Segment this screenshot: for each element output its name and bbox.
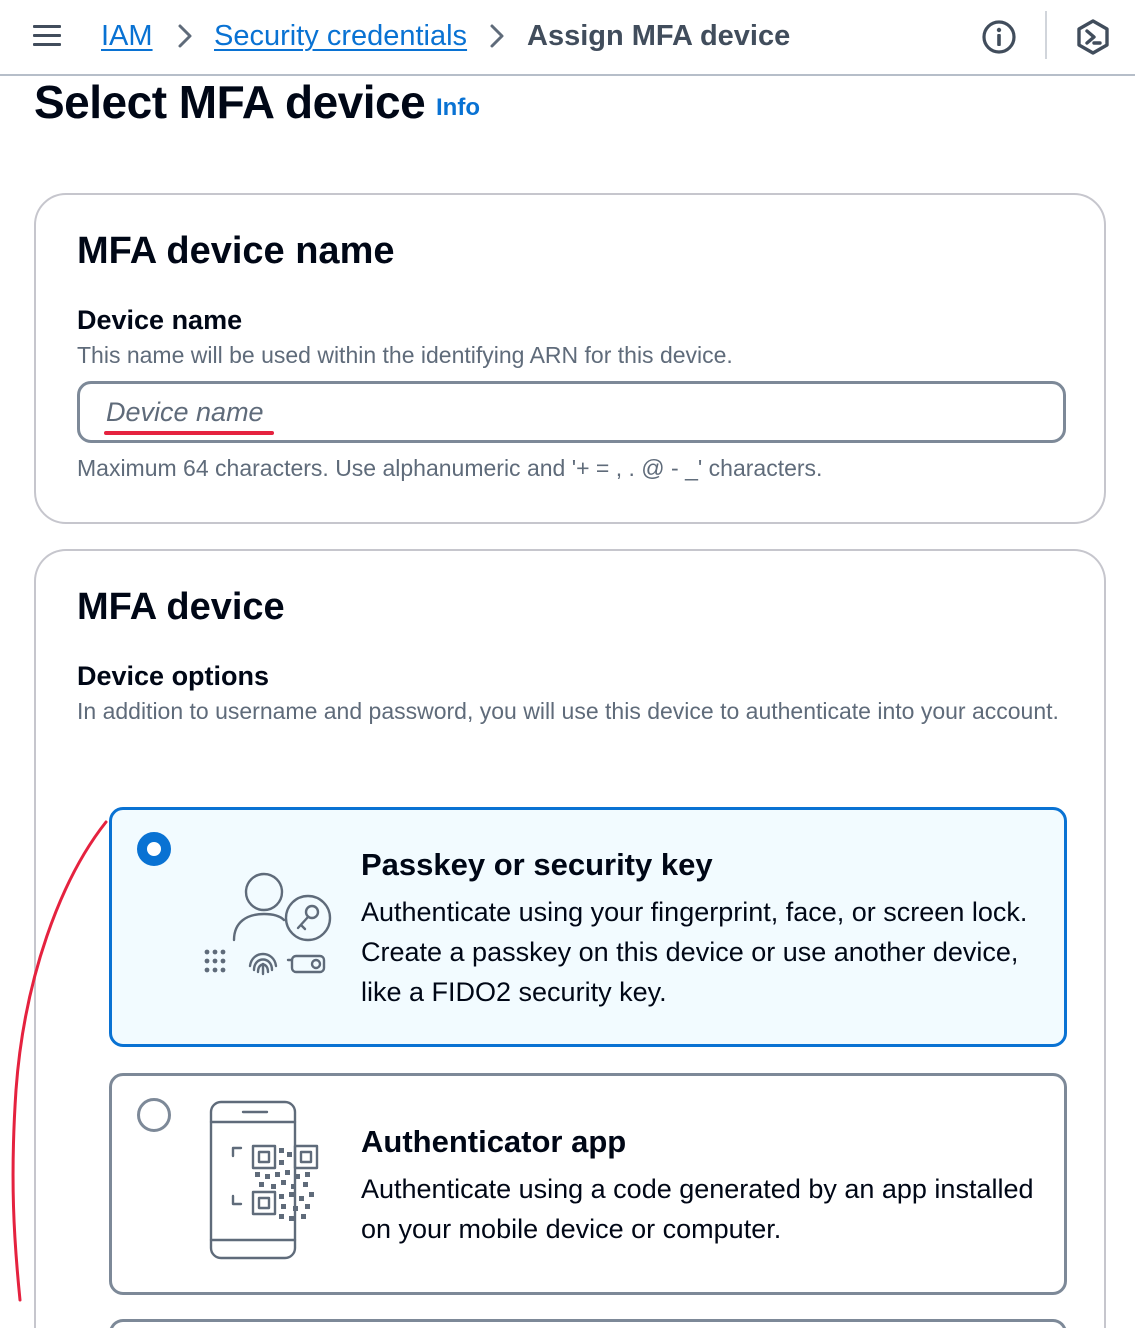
panel-heading: MFA device	[77, 586, 285, 628]
breadcrumb-item-iam[interactable]: IAM	[101, 20, 153, 52]
top-navigation-bar	[0, 0, 1135, 76]
page-title: Select MFA device	[34, 76, 426, 128]
chevron-right-icon	[486, 22, 508, 50]
option-title: Authenticator app	[361, 1124, 627, 1159]
device-name-constraint: Maximum 64 characters. Use alphanumeric and '+ = , . @ - _' characters.	[77, 455, 823, 481]
cloudshell-icon[interactable]	[1074, 18, 1112, 56]
info-link[interactable]: Info	[436, 94, 480, 121]
option-title: Passkey or security key	[361, 847, 713, 882]
authenticator-app-icon	[209, 1100, 325, 1262]
option-description: Authenticate using a code generated by an app installed on your mobile device or computer.	[361, 1174, 1034, 1244]
option-authenticator-app[interactable]	[109, 1073, 1067, 1295]
mfa-device-name-panel	[34, 193, 1106, 524]
mfa-device-panel	[34, 549, 1106, 1328]
spellcheck-underline	[104, 431, 274, 435]
device-options-label: Device options	[77, 661, 270, 691]
option-description: Authenticate using your fingerprint, face, or screen lock. Create a passkey on this device or use another device, like a FIDO2 security key.	[361, 897, 1028, 1007]
radio-authenticator-app[interactable]	[137, 1098, 171, 1132]
option-third-partial[interactable]	[109, 1319, 1067, 1328]
breadcrumb-item-current: Assign MFA device	[527, 20, 791, 52]
topbar-divider	[1045, 11, 1047, 59]
breadcrumb-item-security-credentials[interactable]: Security credentials	[214, 20, 468, 52]
info-circle-icon[interactable]	[980, 18, 1018, 56]
chevron-right-icon	[174, 22, 196, 50]
menu-icon[interactable]	[33, 24, 61, 48]
radio-passkey[interactable]	[137, 832, 171, 866]
device-name-label: Device name	[77, 305, 243, 335]
device-name-description: This name will be used within the identifying ARN for this device.	[77, 342, 733, 368]
passkey-icon	[202, 870, 332, 982]
option-passkey[interactable]	[109, 807, 1067, 1047]
panel-heading: MFA device name	[77, 230, 395, 272]
annotation-stroke	[0, 800, 120, 1310]
device-options-description: In addition to username and password, you will use this device to authenticate into your account.	[77, 698, 1059, 724]
